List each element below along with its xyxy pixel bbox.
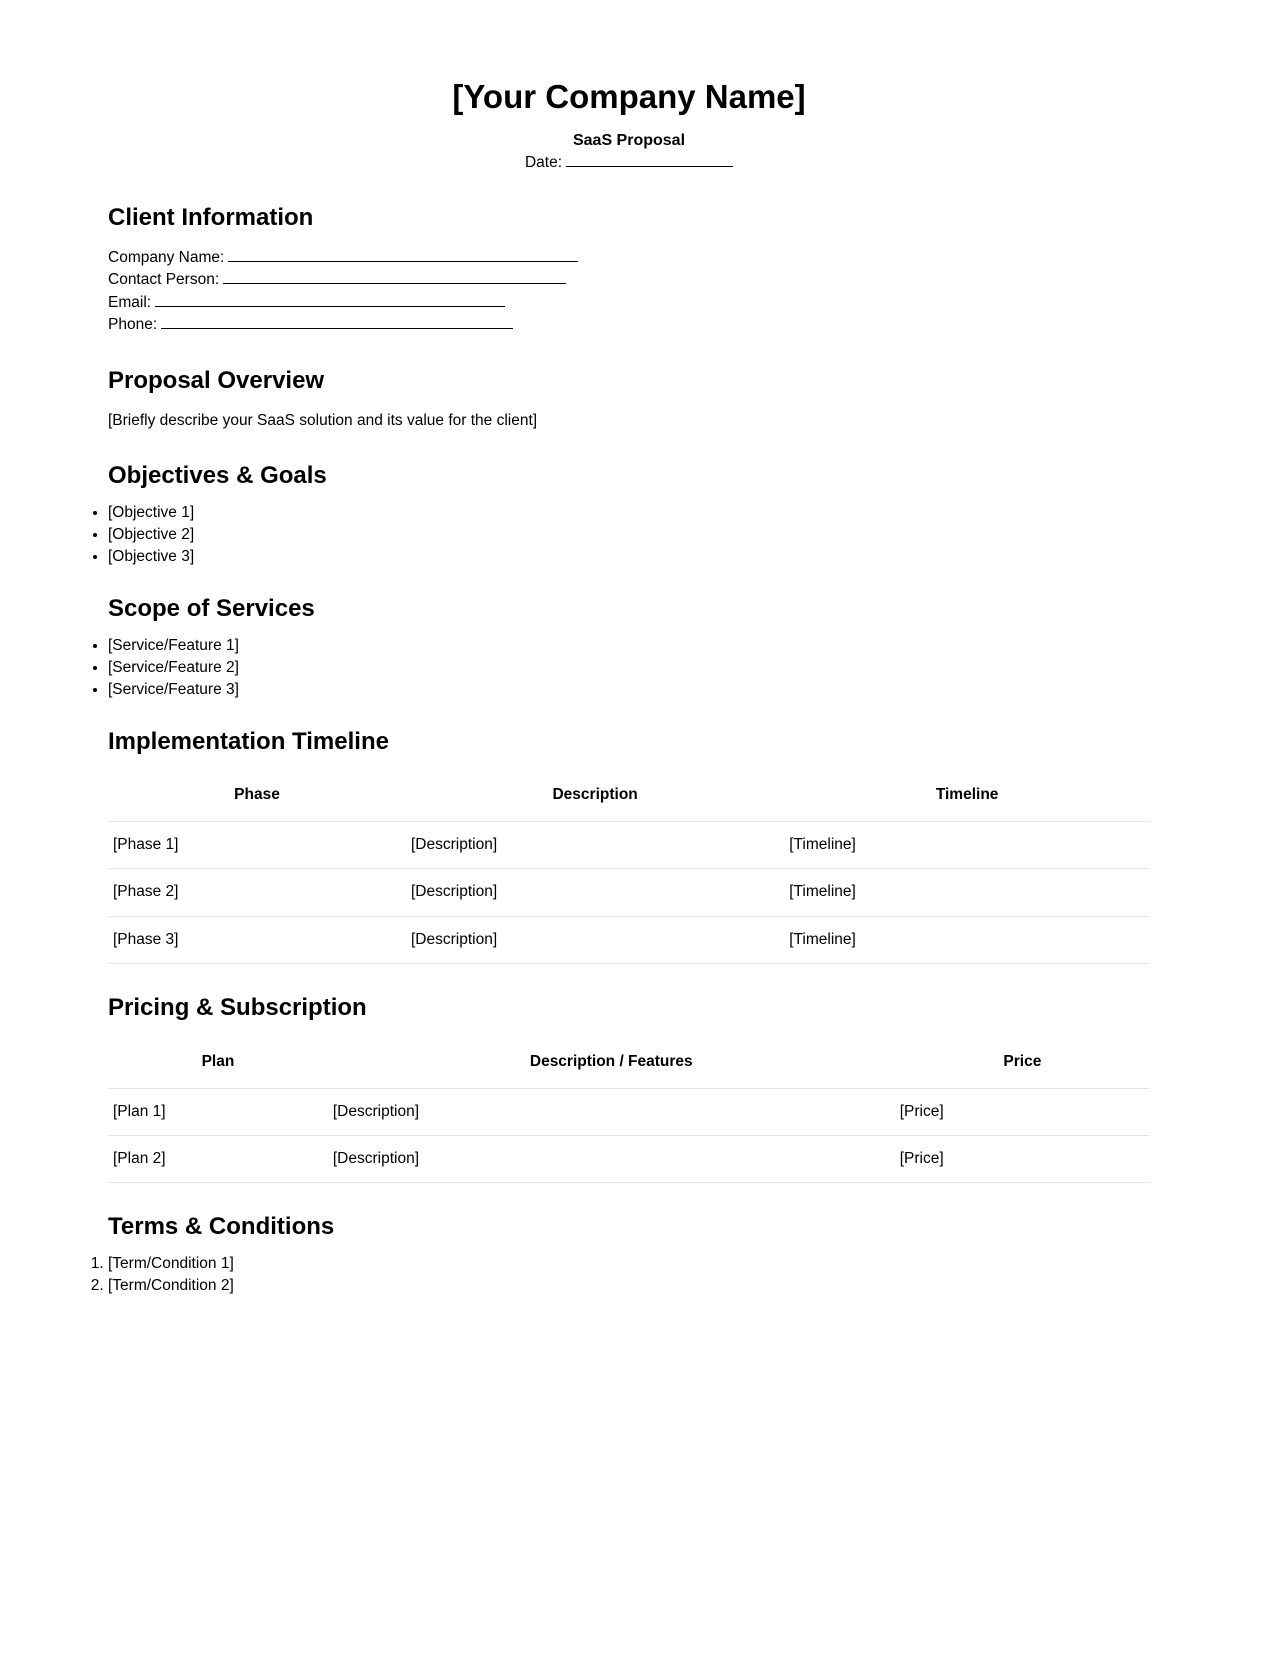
document-subtitle: SaaS Proposal	[572, 131, 686, 149]
company-name-title: [Your Company Name]	[452, 78, 806, 115]
timeline-cell: [Timeline]	[784, 869, 1150, 916]
proposal-overview-text: [Briefly describe your SaaS solution and its value for the client]	[108, 411, 538, 429]
email-label: Email:	[108, 293, 152, 311]
email-blank-line	[155, 293, 505, 307]
timeline-header-description: Description	[406, 770, 784, 821]
section-title-objectives-goals: Objectives & Goals	[108, 462, 327, 489]
scope-list	[91, 638, 1150, 698]
price-cell: [Price]	[895, 1088, 1150, 1135]
pricing-subscription-table	[108, 1037, 1150, 1183]
objective-item: • [Objective 2]	[108, 527, 1150, 543]
scope-item: • [Service/Feature 2]	[108, 660, 1150, 676]
section-title-proposal-overview: Proposal Overview	[108, 366, 325, 394]
phase-cell: [Phase 1]	[108, 821, 406, 868]
description-cell: [Description]	[328, 1136, 895, 1183]
table-row	[108, 869, 1150, 916]
term-item: 1. [Term/Condition 1]	[108, 1256, 1150, 1272]
phone-label: Phone:	[108, 316, 158, 334]
date-label: Date:	[524, 153, 563, 171]
timeline-cell: [Timeline]	[784, 916, 1150, 963]
pricing-header-price: Price	[895, 1037, 1150, 1088]
table-row	[108, 821, 1150, 868]
term-item: 2. [Term/Condition 2]	[108, 1278, 1150, 1294]
section-title-client-information: Client Information	[108, 203, 314, 231]
objectives-list	[91, 505, 1150, 565]
field-row-phone	[108, 314, 1150, 337]
timeline-header-timeline: Timeline	[784, 770, 1150, 821]
description-cell: [Description]	[406, 821, 784, 868]
description-cell: [Description]	[328, 1088, 895, 1135]
table-row	[108, 916, 1150, 963]
section-title-pricing-subscription: Pricing & Subscription	[108, 994, 367, 1022]
contact-person-label: Contact Person:	[108, 271, 220, 289]
phone-blank-line	[161, 315, 513, 329]
objective-item: • [Objective 3]	[108, 549, 1150, 565]
company-name-label: Company Name:	[108, 248, 225, 266]
plan-cell: [Plan 2]	[108, 1136, 328, 1183]
pricing-header-plan: Plan	[108, 1037, 328, 1088]
terms-list	[88, 1256, 1150, 1294]
description-cell: [Description]	[406, 916, 784, 963]
plan-cell: [Plan 1]	[108, 1088, 328, 1135]
timeline-header-row	[108, 770, 1150, 821]
contact-person-blank-line	[223, 270, 566, 284]
scope-item: • [Service/Feature 3]	[108, 682, 1150, 698]
section-title-scope-of-services: Scope of Services	[108, 594, 315, 622]
company-name-blank-line	[228, 248, 578, 262]
field-row-contact-person	[108, 269, 1150, 292]
pricing-header-description-features: Description / Features	[328, 1037, 895, 1088]
section-title-implementation-timeline: Implementation Timeline	[108, 727, 389, 755]
timeline-cell: [Timeline]	[784, 821, 1150, 868]
section-title-terms-conditions: Terms & Conditions	[108, 1213, 335, 1241]
client-info-fields	[108, 247, 1150, 337]
objective-item: • [Objective 1]	[108, 505, 1150, 521]
date-line	[108, 152, 1150, 174]
field-row-email	[108, 292, 1150, 315]
table-row	[108, 1136, 1150, 1183]
table-row	[108, 1088, 1150, 1135]
timeline-header-phase: Phase	[108, 770, 406, 821]
implementation-timeline-table	[108, 770, 1150, 964]
field-row-company-name	[108, 247, 1150, 270]
date-blank-line	[566, 153, 733, 167]
phase-cell: [Phase 3]	[108, 916, 406, 963]
phase-cell: [Phase 2]	[108, 869, 406, 916]
scope-item: • [Service/Feature 1]	[108, 638, 1150, 654]
description-cell: [Description]	[406, 869, 784, 916]
pricing-header-row	[108, 1037, 1150, 1088]
price-cell: [Price]	[895, 1136, 1150, 1183]
